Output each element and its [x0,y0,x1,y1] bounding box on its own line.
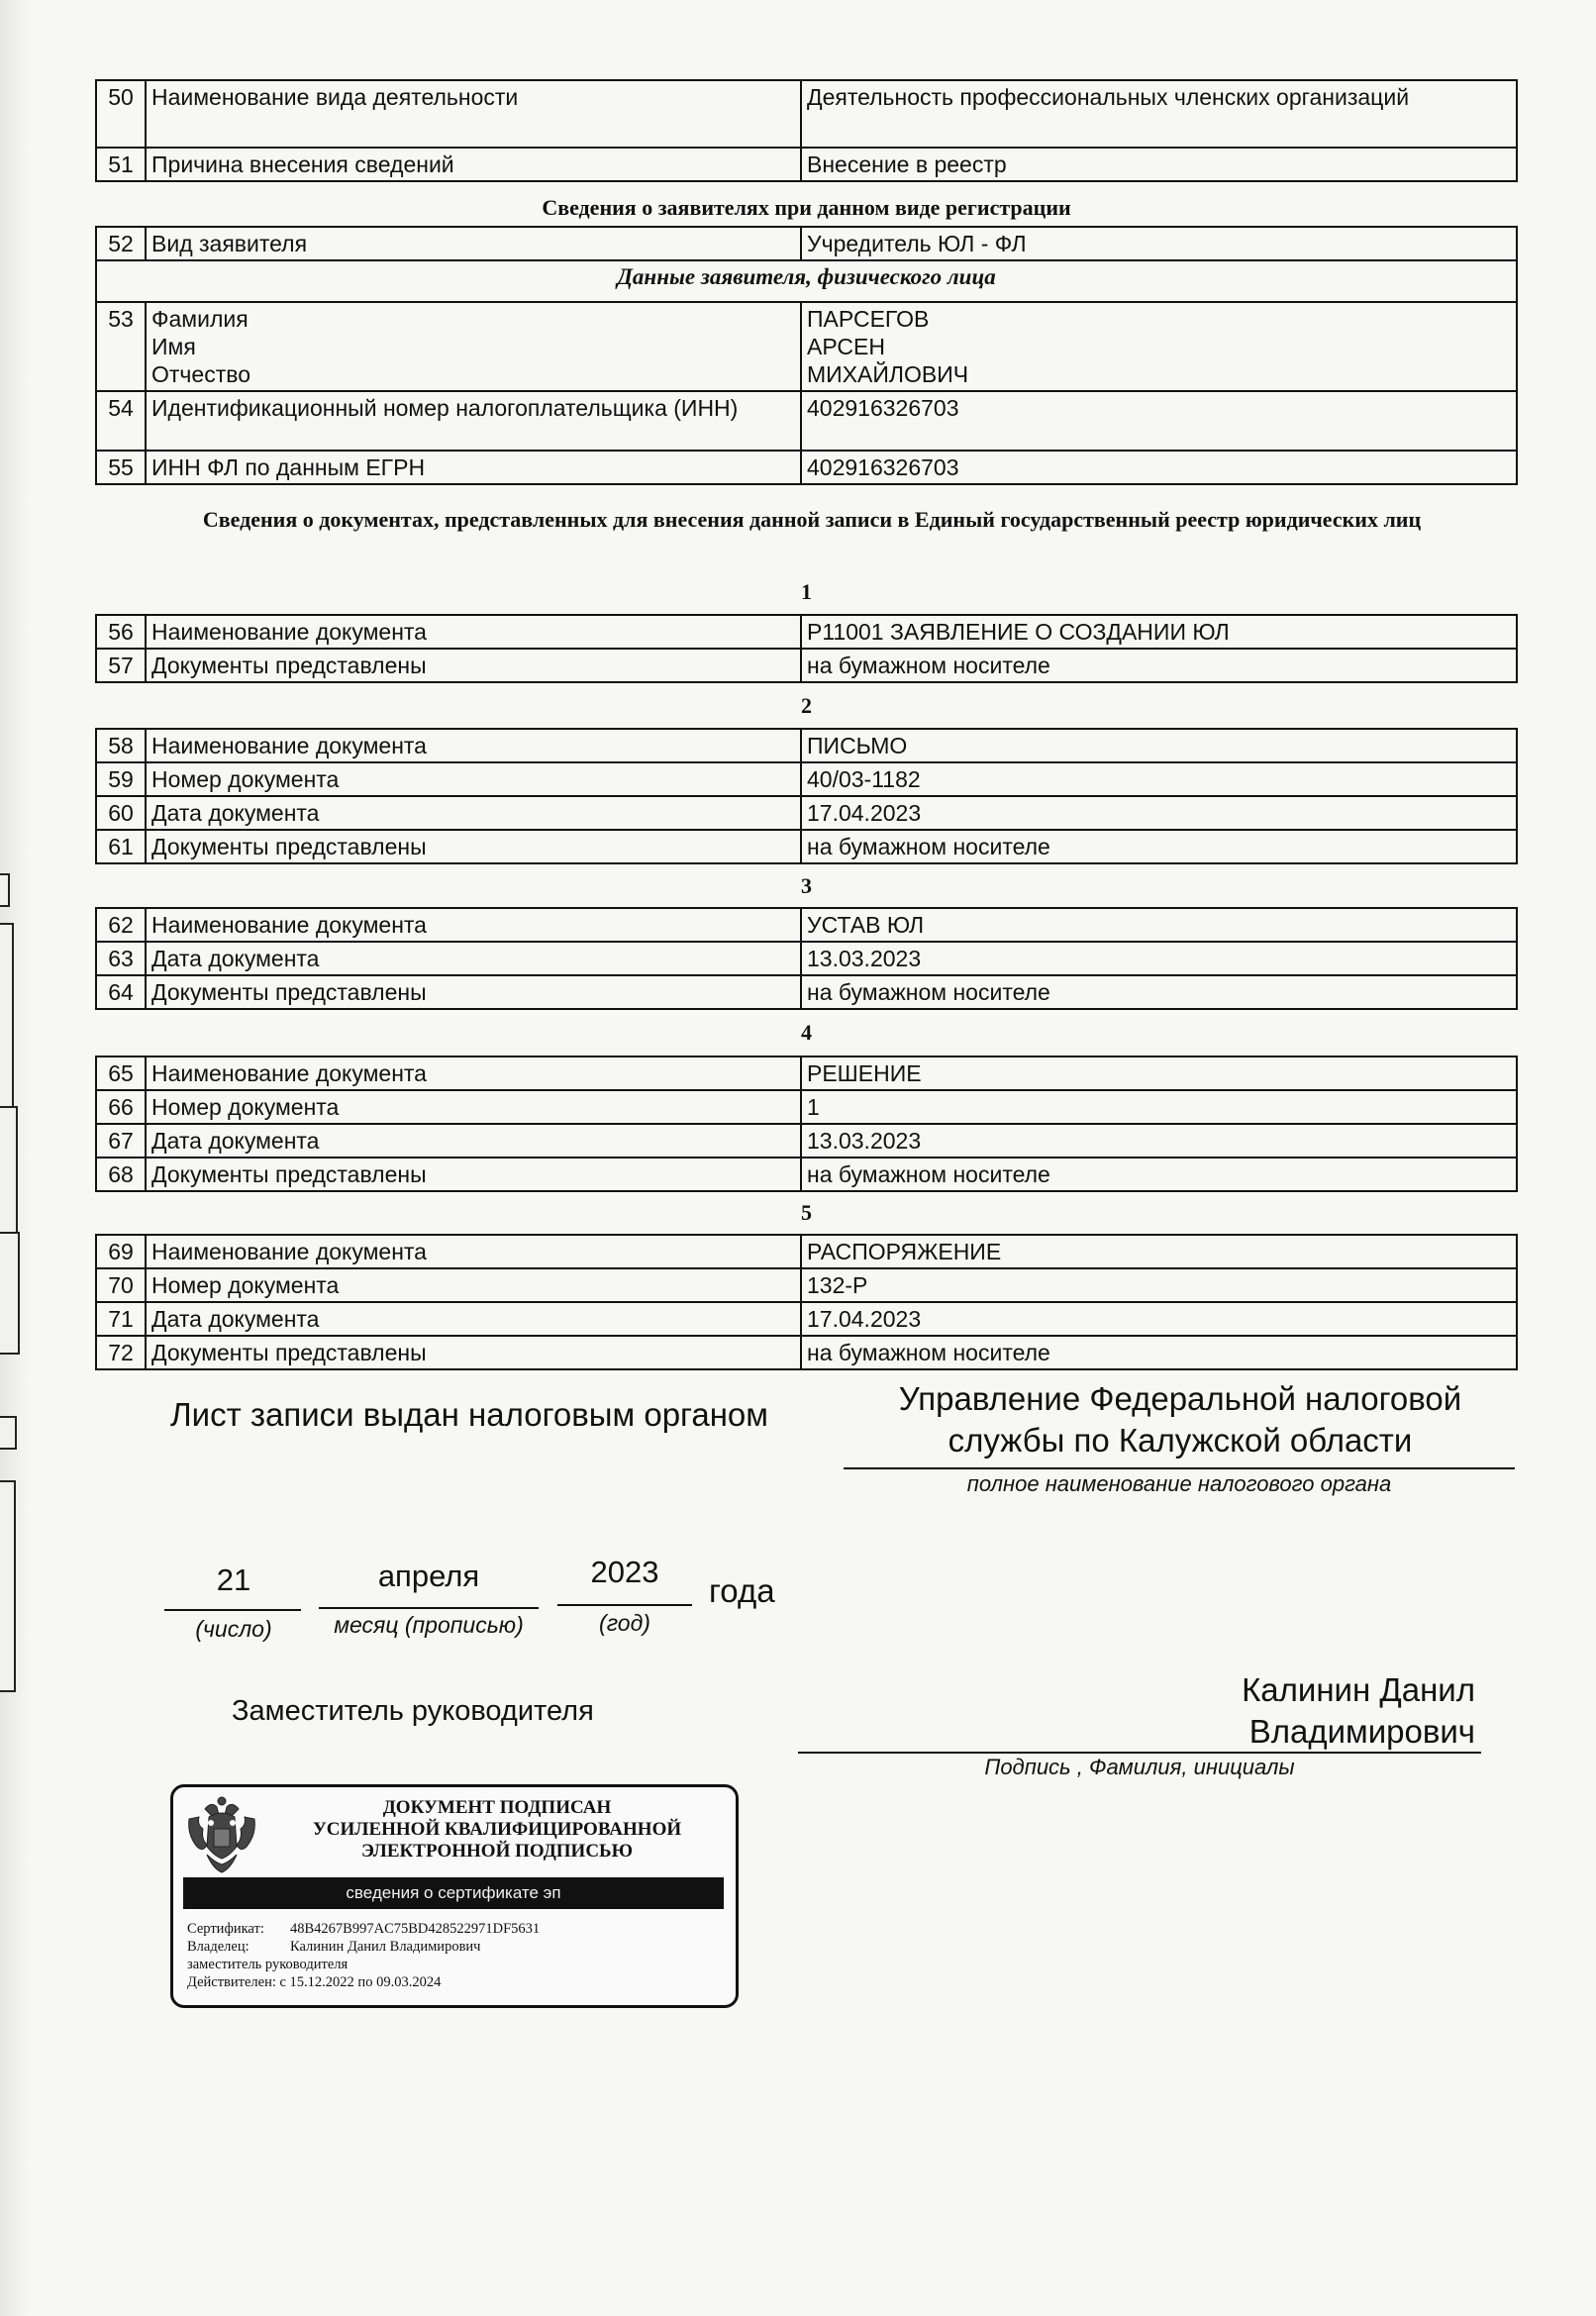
row-label: Дата документа [146,942,801,975]
date-year-underline [557,1604,692,1606]
owner-position: заместитель руководителя [187,1957,349,1972]
row-value: на бумажном носителе [801,1336,1517,1369]
row-number: 67 [96,1124,146,1158]
row-number: 70 [96,1268,146,1302]
patronymic-label: Отчество [151,361,250,387]
table-row [96,615,1517,649]
row-number: 56 [96,615,146,649]
row-label: Документы представлены [146,830,801,863]
name-labels [146,302,801,391]
row-value: 13.03.2023 [801,1124,1517,1158]
table-row [96,830,1517,863]
document-group-index: 2 [801,693,812,718]
row-number: 54 [96,391,146,451]
row-value: 402916326703 [801,391,1517,451]
row-value: на бумажном носителе [801,649,1517,682]
underlying-page-table-fragment [0,1416,17,1450]
row-number: 51 [96,148,146,181]
certificate-row [187,1920,540,1938]
date-year-caption: (год) [599,1610,650,1636]
subheading-row [96,260,1517,302]
document-group-table [95,614,1518,683]
row-value: Учредитель ЮЛ - ФЛ [801,227,1517,260]
surname-label: Фамилия [151,306,249,332]
validity-row [187,1973,441,1991]
row-label: Документы представлены [146,649,801,682]
row-value: ПИСЬМО [801,729,1517,762]
row-label: Наименование документа [146,615,801,649]
certificate-value: 48B4267B997AC75BD428522971DF5631 [290,1921,541,1937]
row-label: Документы представлены [146,975,801,1009]
electronic-signature-stamp [170,1784,739,2008]
certificate-label: Сертификат: [187,1921,264,1937]
table-row [96,1268,1517,1302]
activity-table [95,79,1518,182]
date-day-underline [164,1609,301,1611]
table-row [96,1158,1517,1191]
table-row [96,942,1517,975]
row-value: 17.04.2023 [801,1302,1517,1336]
document-group-table [95,1234,1518,1370]
row-label: Наименование документа [146,729,801,762]
row-number: 71 [96,1302,146,1336]
table-row [96,80,1517,148]
row-value: на бумажном носителе [801,1158,1517,1191]
row-value: 1 [801,1090,1517,1124]
document-group-table [95,728,1518,864]
underlying-page-table-fragment [0,1232,20,1355]
document-group-index: 4 [801,1020,812,1045]
stamp-title-line-3: ЭЛЕКТРОННОЙ ПОДПИСЬЮ [360,1841,634,1862]
row-label: Дата документа [146,796,801,830]
signer-name-line-2: Владимирович [1248,1713,1475,1750]
row-label: Наименование вида деятельности [146,80,801,148]
owner-row [187,1938,480,1956]
row-number: 61 [96,830,146,863]
underlying-page-table-fragment [0,1106,18,1236]
row-label: Документы представлены [146,1336,801,1369]
table-row [96,302,1517,391]
tax-authority-name [844,1378,1517,1461]
underlying-page-table-fragment [0,1480,16,1692]
applicant-subheading: Данные заявителя, физического лица [96,260,1517,302]
authority-underline [844,1467,1515,1469]
underlying-page-table-fragment [0,873,10,907]
table-row [96,451,1517,484]
table-row [96,762,1517,796]
underlying-page-table-fragment [0,923,14,1110]
table-row [96,1235,1517,1268]
row-number: 69 [96,1235,146,1268]
signer-position: Заместитель руководителя [232,1695,594,1727]
issued-by-label: Лист записи выдан налоговым органом [170,1396,768,1433]
row-value: РАСПОРЯЖЕНИЕ [801,1235,1517,1268]
certificate-info-bar: сведения о сертификате эп [183,1877,724,1909]
row-number: 53 [96,302,146,391]
row-value: 17.04.2023 [801,796,1517,830]
row-label: Наименование документа [146,908,801,942]
row-value: 402916326703 [801,451,1517,484]
stamp-title-line-2: УСИЛЕННОЙ КВАЛИФИЦИРОВАННОЙ [312,1819,682,1840]
row-number: 55 [96,451,146,484]
row-label: Наименование документа [146,1235,801,1268]
table-row [96,148,1517,181]
applicants-section-title: Сведения о заявителях при данном виде регистрации [542,195,1071,220]
validity-value: с 15.12.2022 по 09.03.2024 [279,1974,442,1990]
date-month-underline [319,1607,539,1609]
date-suffix: года [709,1572,775,1609]
row-number: 60 [96,796,146,830]
tax-authority-line-2: службы по Калужской области [948,1422,1413,1459]
table-row [96,1124,1517,1158]
row-number: 50 [96,80,146,148]
table-row [96,1336,1517,1369]
documents-section-title: Сведения о документах, представленных для внесения данной записи в Единый государственный реестр юридических лиц [202,507,1422,532]
row-number: 72 [96,1336,146,1369]
document-group-index: 5 [801,1200,812,1225]
owner-label: Владелец: [187,1939,249,1955]
date-day: 21 [216,1562,251,1597]
owner-value: Калинин Данил Владимирович [290,1939,481,1955]
row-value: 13.03.2023 [801,942,1517,975]
row-value: УСТАВ ЮЛ [801,908,1517,942]
row-label: Вид заявителя [146,227,801,260]
row-label: Номер документа [146,1090,801,1124]
row-label: ИНН ФЛ по данным ЕГРН [146,451,801,484]
signature-underline [798,1752,1481,1754]
row-value: Деятельность профессиональных членских организаций [801,80,1517,148]
date-day-caption: (число) [195,1616,272,1642]
surname-value: ПАРСЕГОВ [807,306,930,332]
table-row [96,1302,1517,1336]
row-label: Дата документа [146,1124,801,1158]
name-values [801,302,1517,391]
row-value: на бумажном носителе [801,830,1517,863]
authority-caption: полное наименование налогового органа [966,1471,1392,1496]
table-row [96,1057,1517,1090]
row-value: на бумажном носителе [801,975,1517,1009]
patronymic-value: МИХАЙЛОВИЧ [807,361,969,387]
row-label: Номер документа [146,1268,801,1302]
table-row [96,227,1517,260]
first-name-value: АРСЕН [807,334,885,359]
date-year: 2023 [590,1555,659,1589]
date-month-caption: месяц (прописью) [334,1612,524,1638]
table-row [96,908,1517,942]
row-value: Р11001 ЗАЯВЛЕНИЕ О СОЗДАНИИ ЮЛ [801,615,1517,649]
signature-caption: Подпись , Фамилия, инициалы [984,1755,1295,1779]
row-number: 57 [96,649,146,682]
row-number: 62 [96,908,146,942]
row-label: Причина внесения сведений [146,148,801,181]
row-value: 40/03-1182 [801,762,1517,796]
russian-coat-of-arms-icon [183,1795,260,1876]
row-number: 58 [96,729,146,762]
tax-authority-line-1: Управление Федеральной налоговой [898,1380,1462,1417]
signer-name [990,1669,1475,1753]
row-number: 52 [96,227,146,260]
document-group-table [95,907,1518,1010]
row-label: Номер документа [146,762,801,796]
row-number: 66 [96,1090,146,1124]
row-label: Идентификационный номер налогоплательщика (ИНН) [146,391,801,451]
document-group-index: 3 [801,873,812,898]
document-group-index: 1 [801,579,812,604]
row-number: 59 [96,762,146,796]
row-label: Наименование документа [146,1057,801,1090]
table-row [96,729,1517,762]
signer-name-line-1: Калинин Данил [1242,1671,1475,1708]
stamp-title [264,1797,730,1863]
row-label: Документы представлены [146,1158,801,1191]
row-value: Внесение в реестр [801,148,1517,181]
row-value: РЕШЕНИЕ [801,1057,1517,1090]
table-row [96,975,1517,1009]
stamp-title-line-1: ДОКУМЕНТ ПОДПИСАН [382,1797,612,1818]
first-name-label: Имя [151,334,196,359]
row-number: 63 [96,942,146,975]
row-label: Дата документа [146,1302,801,1336]
table-row [96,391,1517,451]
row-number: 65 [96,1057,146,1090]
table-row [96,796,1517,830]
document-group-table [95,1056,1518,1192]
applicant-table [95,226,1518,485]
table-row [96,1090,1517,1124]
row-value: 132-Р [801,1268,1517,1302]
row-number: 68 [96,1158,146,1191]
row-number: 64 [96,975,146,1009]
validity-label: Действителен: [187,1974,276,1990]
date-month: апреля [377,1559,480,1593]
table-row [96,649,1517,682]
